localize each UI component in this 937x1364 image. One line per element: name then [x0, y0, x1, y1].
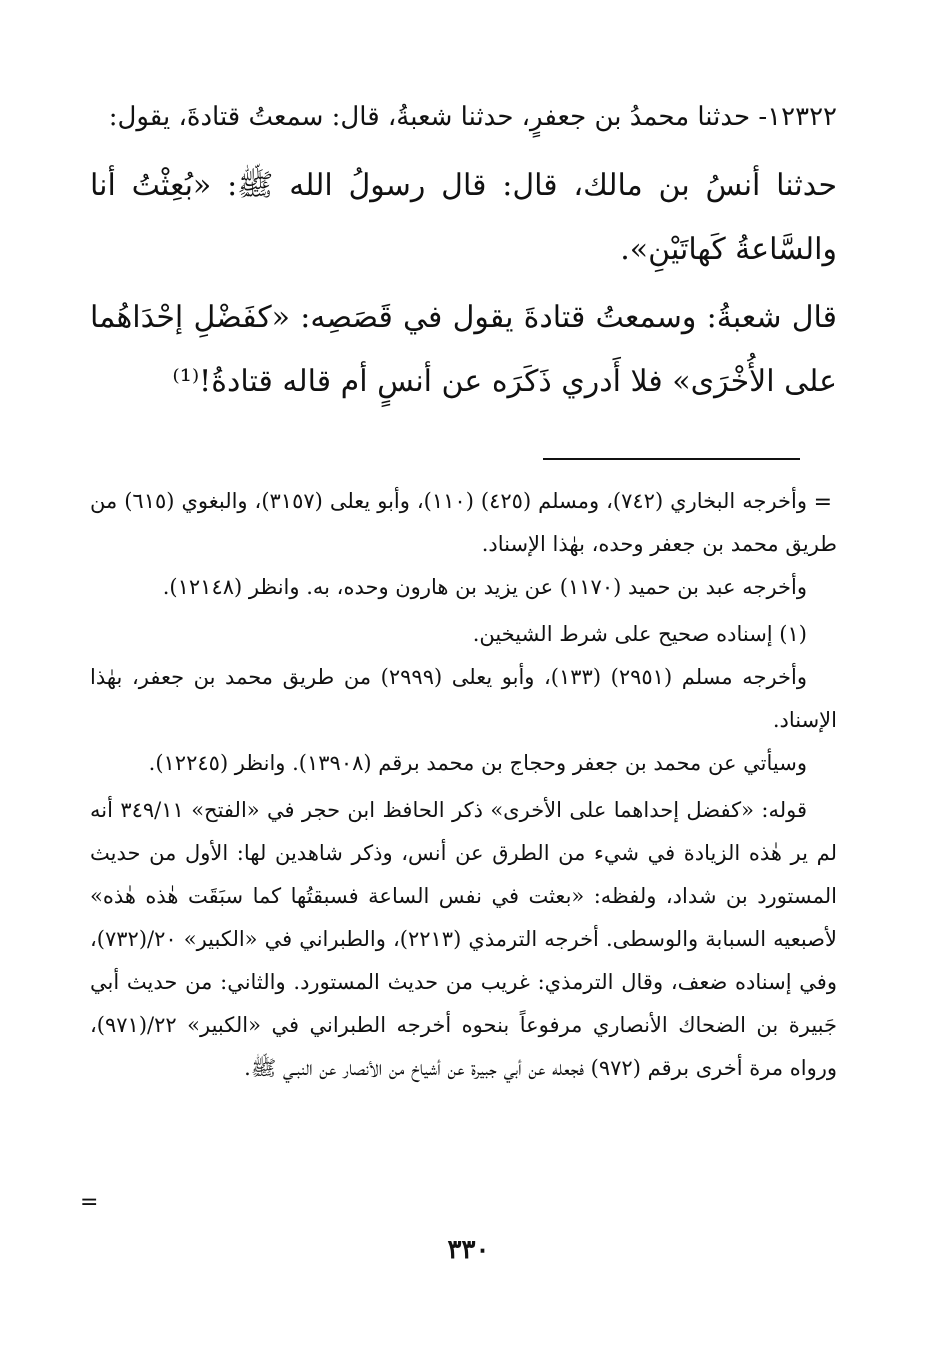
footnote-prev-2: وأخرجه عبد بن حميد (١١٧٠) عن يزيد بن هارون وحده، به. وانظر (١٢١٤٨). [162, 575, 807, 599]
page-number: ٣٣٠ [447, 1235, 490, 1265]
footnote-prev-1: وأخرجه البخاري (٧٤٢)، ومسلم (٤٢٥) (١١٠)، وأبو يعلى (٣١٥٧)، والبغوي (٦١٥) من طريق محمد بن جعفر وحده، بهٰذا الإسناد. [90, 489, 837, 556]
footnote-1-para-3: قوله: «كفضل إحداهما على الأخرى» ذكر الحافظ ابن حجر في «الفتح» ٣٤٩/١١ أنه لم ير هٰذه الزيادة في شيء من الطرق عن أنس، وذكر شاهدين لها: الأول من حديث المستورد بن شداد، ولفظه: «بعثت في نفس الساعة فسبقتُها كما سبَقَت هٰذه هٰذه» لأصبعيه السبابة والوسطى. أخرجه الترمذي (٢٢١٣)، والطبراني في «الكبير» ٢٠/(٧٣٢)، وفي إسناده ضعف، وقال الترمذي: غريب من حديث المستورد. والثاني: من حديث أبي جَبيرة بن الضحاك الأنصاري مرفوعاً بنحوه أخرجه الطبراني في «الكبير» ٢٢/(٩٧١)، ورواه مرة أخرى برقم (٩٧٢) فجعله عن أبي جبيرة عن أشياخ من الأنصار عن النبـي ﷺ. [90, 798, 837, 1080]
footnote-separator [543, 458, 800, 460]
hadith-text: حدثنا أنسُ بن مالك، قال: قال رسولُ الله ﷺ: «بُعِثْتُ أنا والسَّاعةُ كَهاتَيْنِ». [90, 168, 837, 267]
hadith-isnad: ١٢٣٢٢- حدثنا محمدُ بن جعفرٍ، حدثنا شعبةُ، قال: سمعتُ قتادةَ، يقول: [108, 102, 837, 132]
continuation-mark-top: = [813, 490, 832, 515]
hadith-block [90, 92, 837, 414]
footnote-1-para-1: وأخرجه مسلم (٢٩٥١) (١٣٣)، وأبو يعلى (٢٩٩٩) من طريق محمد بن جعفر، بهٰذا الإسناد. [90, 665, 837, 732]
continuation-mark-bottom: = [80, 1190, 99, 1215]
footnote-1-para-2: وسيأتي عن محمد بن جعفر وحجاج بن محمد برقم (١٣٩٠٨). وانظر (١٢٢٤٥). [148, 751, 807, 775]
footnote-1-head: (١) إسناده صحيح على شرط الشيخين. [472, 622, 807, 646]
hadith-comment: قال شعبةُ: وسمعتُ قتادةَ يقول في قَصَصِه: «كفَضْلِ إحْدَاهُما على الأُخْرَى» فلا أَدري ذَكَرَه عن أنسٍ أم قاله قتادةُ!⁽¹⁾ [90, 300, 837, 399]
footnotes [90, 480, 837, 1090]
